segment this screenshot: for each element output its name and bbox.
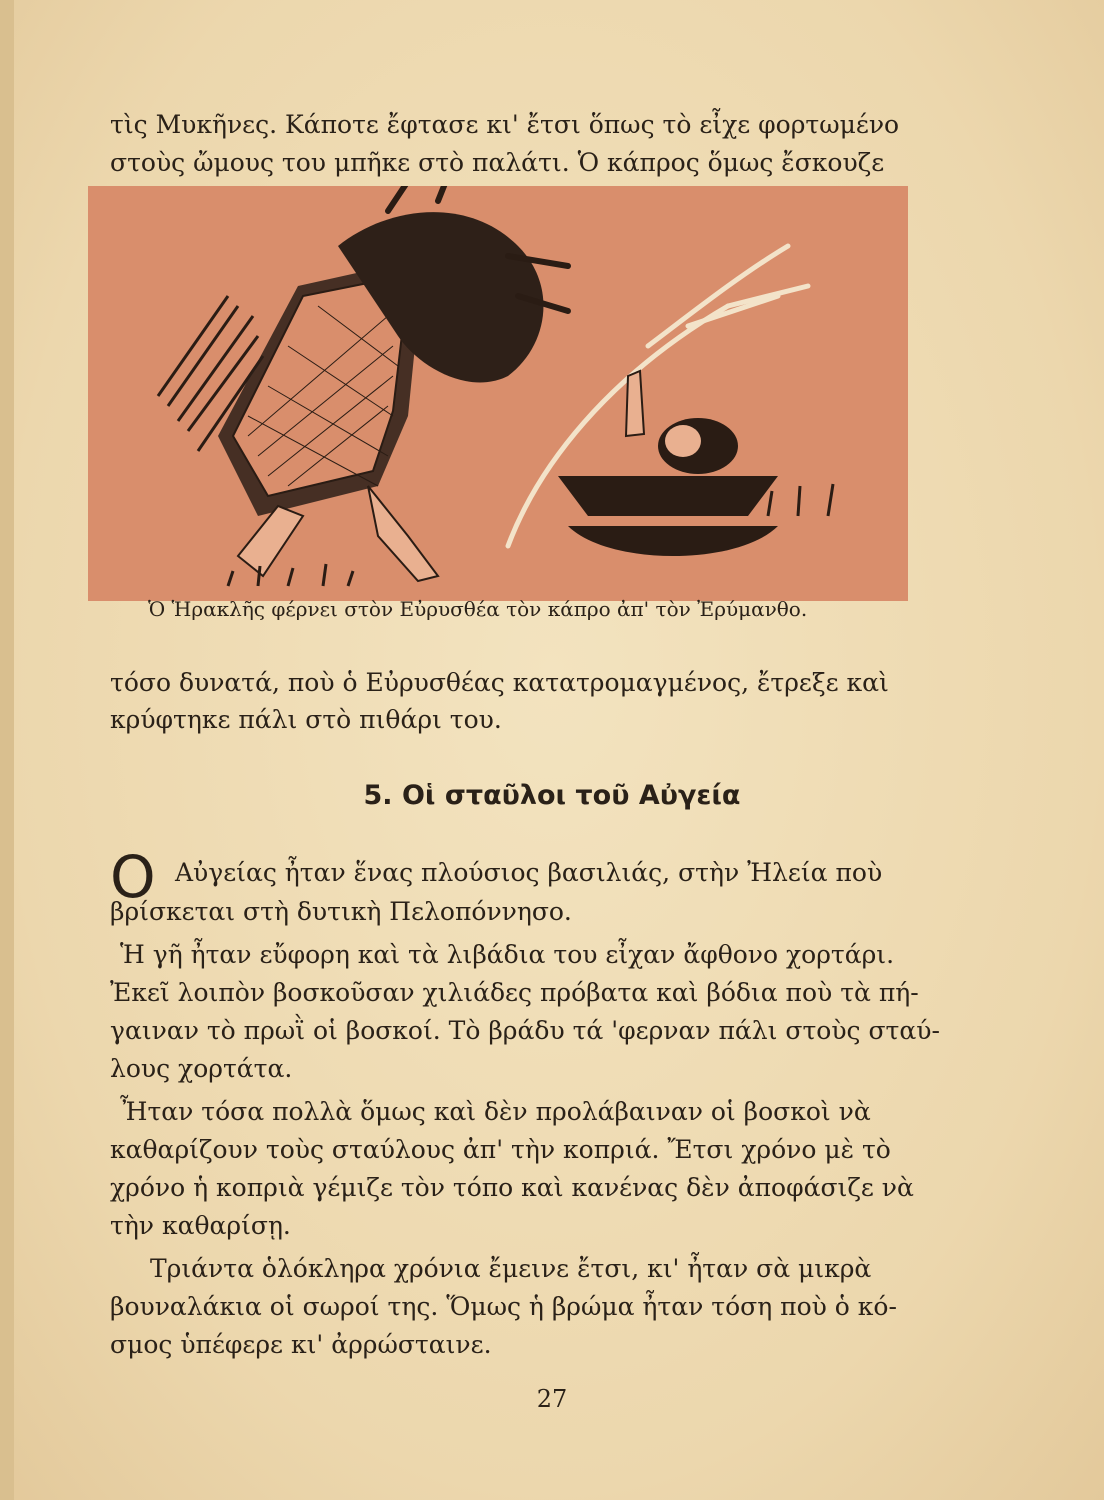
page-edge <box>0 0 14 1500</box>
text-line: κρύφτηκε πάλι στὸ πιθάρι του. <box>110 705 502 734</box>
illustration-drawing <box>88 186 908 601</box>
text-line: Ἡ γῆ ἦταν εὔφορη καὶ τὰ λιβάδια του εἶχαν ἄφθονο χορτάρι. <box>120 940 895 969</box>
illustration-heracles-boar <box>88 186 908 601</box>
text-line: καθαρίζουν τοὺς σταύλους ἀπ' τὴν κοπριά. Ἔτσι χρόνο μὲ τὸ <box>110 1135 891 1164</box>
page-number: 27 <box>536 1385 568 1413</box>
section-heading: 5. Οἱ σταῦλοι τοῦ Αὐγεία <box>363 780 741 811</box>
text-line: χρόνο ἡ κοπριὰ γέμιζε τὸν τόπο καὶ κανένας δὲν ἀποφάσιζε νὰ <box>110 1173 914 1202</box>
text-line: Ἦταν τόσα πολλὰ ὅμως καὶ δὲν προλάβαιναν οἱ βοσκοὶ νὰ <box>120 1097 871 1126</box>
text-line: Ἐκεῖ λοιπὸν βοσκοῦσαν χιλιάδες πρόβατα καὶ βόδια ποὺ τὰ πή- <box>110 978 919 1007</box>
text-line: βουναλάκια οἱ σωροί της. Ὅμως ἡ βρώμα ἦταν τόση ποὺ ὁ κό- <box>110 1292 897 1321</box>
text-line: τόσο δυνατά, ποὺ ὁ Εὐρυσθέας κατατρομαγμένος, ἔτρεξε καὶ <box>110 668 889 697</box>
text-line: γαιναν τὸ πρωῒ οἱ βοσκοί. Τὸ βράδυ τά 'φερναν πάλι στοὺς σταύ- <box>110 1016 940 1045</box>
text-line: τὴν καθαρίσῃ. <box>110 1211 291 1240</box>
text-line: λους χορτάτα. <box>110 1054 293 1083</box>
text-line: στοὺς ὤμους του μπῆκε στὸ παλάτι. Ὁ κάπρος ὅμως ἔσκουζε <box>110 148 885 177</box>
drop-cap: Ο <box>110 843 156 911</box>
text-line: βρίσκεται στὴ δυτικὴ Πελοπόννησο. <box>110 897 572 926</box>
figure-caption: Ὁ Ἡρακλῆς φέρνει στὸν Εὐρυσθέα τὸν κάπρο ἀπ' τὸν Ἐρύμανθο. <box>148 597 808 621</box>
text-line: τὶς Μυκῆνες. Κάποτε ἔφτασε κι' ἔτσι ὅπως τὸ εἶχε φορτωμένο <box>110 110 900 139</box>
text-line: Αὐγείας ἦταν ἕνας πλούσιος βασιλιάς, στὴν Ἠλεία ποὺ <box>175 858 883 887</box>
text-line: σμος ὑπέφερε κι' ἀρρώσταινε. <box>110 1330 492 1359</box>
text-line: Τριάντα ὁλόκληρα χρόνια ἔμεινε ἔτσι, κι' ἦταν σὰ μικρὰ <box>150 1254 872 1283</box>
